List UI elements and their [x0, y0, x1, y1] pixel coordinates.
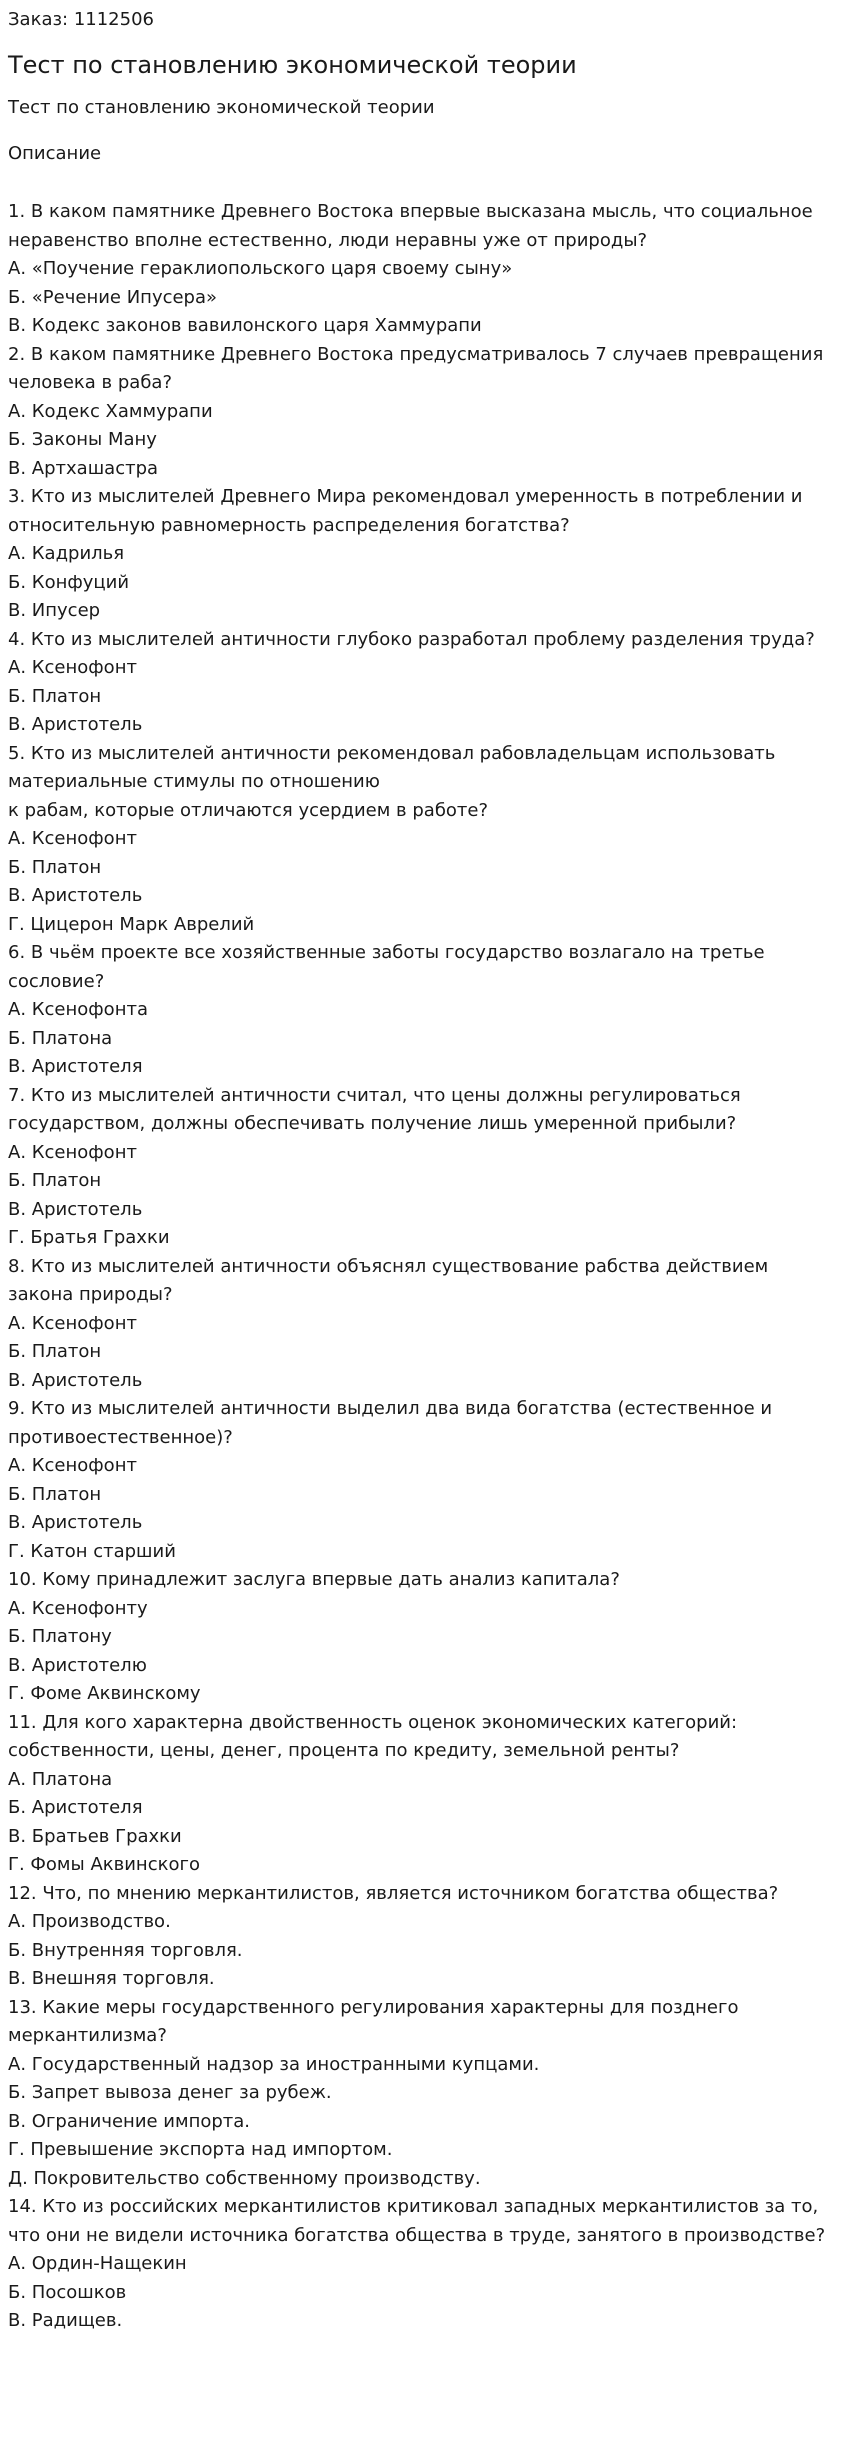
content-line: Б. Платон	[8, 856, 102, 878]
content-line: А. Ксенофонт	[8, 828, 137, 849]
content-line: Г. Братья Грахки	[8, 1227, 170, 1248]
content-line: 12. Что, по мнению меркантилистов, является источником богатства общества?	[8, 1882, 779, 1904]
content-line: 9. Кто из мыслителей античности выделил два вида богатства (естественное и противоестественное)?	[8, 1398, 773, 1448]
content-line: А. Государственный надзор за иностранными купцами.	[8, 2053, 540, 2075]
content-line: 8. Кто из мыслителей античности объяснял существование рабства действием закона природы?	[8, 1255, 769, 1305]
content-line: 6. В чьём проекте все хозяйственные заботы государство возлагало на третье сословие?	[8, 942, 765, 992]
content-line: Б. Платон	[8, 685, 102, 707]
content-line: Б. «Речение Ипусера»	[8, 286, 218, 308]
content-line: А. Платона	[8, 1768, 113, 1790]
content-line: В. Аристотель	[8, 1369, 143, 1391]
content-line: В. Аристотель	[8, 885, 143, 906]
content-line: Б. Запрет вывоза денег за рубеж.	[8, 2082, 332, 2103]
content-line: 2. В каком памятнике Древнего Востока предусматривалось 7 случаев превращения человека в раба?	[8, 343, 824, 393]
content-line: Б. Платон	[8, 1170, 102, 1191]
content-line: В. Внешняя торговля.	[8, 1968, 215, 1989]
content-line: В. Ограничение импорта.	[8, 2110, 251, 2132]
content-line: Б. Платон	[8, 1483, 102, 1505]
description-label: Описание	[8, 143, 102, 164]
content-line: В. Кодекс законов вавилонского царя Хаммурапи	[8, 315, 482, 336]
content-line: Д. Покровительство собственному производству.	[8, 2167, 481, 2189]
content-line: 13. Какие меры государственного регулирования характерны для позднего меркантилизма?	[8, 1996, 739, 2046]
content-line: В. Аристотелю	[8, 1654, 147, 1676]
content-line: А. Ордин-Нащекин	[8, 2253, 187, 2274]
content-line: Г. Катон старший	[8, 1540, 176, 1562]
content-line: А. «Поучение гераклиопольского царя своему сыну»	[8, 258, 513, 279]
content-line: В. Братьев Грахки	[8, 1825, 182, 1847]
content-line: В. Радищев.	[8, 2310, 123, 2331]
content-line: А. Кадрилья	[8, 543, 125, 564]
content-line: Г. Превышение экспорта над импортом.	[8, 2139, 393, 2160]
content-line: А. Производство.	[8, 1911, 171, 1932]
page-subtitle: Тест по становлению экономической теории	[8, 97, 435, 118]
content-line: 5. Кто из мыслителей античности рекомендовал рабовладельцам использовать материальные стимулы по отношению	[8, 742, 776, 792]
content-line: Г. Фомы Аквинского	[8, 1854, 200, 1875]
content-line: А. Ксенофонт	[8, 1312, 137, 1334]
content-line: 3. Кто из мыслителей Древнего Мира рекомендовал умеренность в потреблении и относительную равномерность распределения богатства?	[8, 486, 803, 536]
content-line: Б. Посошков	[8, 2281, 127, 2303]
order-number: Заказ: 1112506	[8, 9, 154, 30]
content-line: 14. Кто из российских меркантилистов критиковал западных меркантилистов за то, что они не видели источника богатства общества в труде, занятого в производстве?	[8, 2196, 826, 2246]
content-line: Б. Платону	[8, 1626, 112, 1647]
content-line: В. Аристотель	[8, 1512, 143, 1533]
content-line: А. Ксенофонт	[8, 1455, 137, 1476]
content-line: В. Артхашастра	[8, 457, 159, 479]
test-content	[8, 198, 839, 2336]
content-line: 1. В каком памятнике Древнего Востока впервые высказана мысль, что социальное неравенство вполне естественно, люди неравны уже от природы?	[8, 201, 813, 251]
content-line: В. Аристотель	[8, 1198, 143, 1220]
content-line: 10. Кому принадлежит заслуга впервые дать анализ капитала?	[8, 1569, 620, 1590]
content-line: 4. Кто из мыслителей античности глубоко разработал проблему разделения труда?	[8, 628, 815, 650]
content-line: 7. Кто из мыслителей античности считал, что цены должны регулироваться государством, должны обеспечивать получение лишь умеренной прибыли?	[8, 1084, 741, 1134]
content-line: А. Ксенофонт	[8, 657, 137, 678]
content-line: В. Аристотель	[8, 714, 143, 735]
content-line: А. Ксенофонта	[8, 999, 148, 1020]
content-line: А. Кодекс Хаммурапи	[8, 400, 213, 422]
content-line: 11. Для кого характерна двойственность оценок экономических категорий: собственности, цены, денег, процента по кредиту, земельной ренты?	[8, 1711, 738, 1761]
content-line: А. Ксенофонт	[8, 1141, 137, 1163]
content-line: Б. Платона	[8, 1027, 113, 1049]
content-line: Б. Законы Ману	[8, 429, 157, 450]
content-line: Б. Внутренняя торговля.	[8, 1939, 243, 1961]
page-title: Тест по становлению экономической теории	[8, 51, 577, 79]
content-line: Г. Фоме Аквинскому	[8, 1683, 201, 1704]
content-line: В. Аристотеля	[8, 1056, 143, 1077]
content-line: Г. Цицерон Марк Аврелий	[8, 913, 255, 935]
content-line: А. Ксенофонту	[8, 1597, 148, 1619]
content-line: Б. Аристотеля	[8, 1797, 143, 1818]
content-line: В. Ипусер	[8, 600, 101, 621]
content-line: Б. Платон	[8, 1341, 102, 1362]
content-line: к рабам, которые отличаются усердием в работе?	[8, 799, 489, 821]
content-line: Б. Конфуций	[8, 571, 130, 593]
